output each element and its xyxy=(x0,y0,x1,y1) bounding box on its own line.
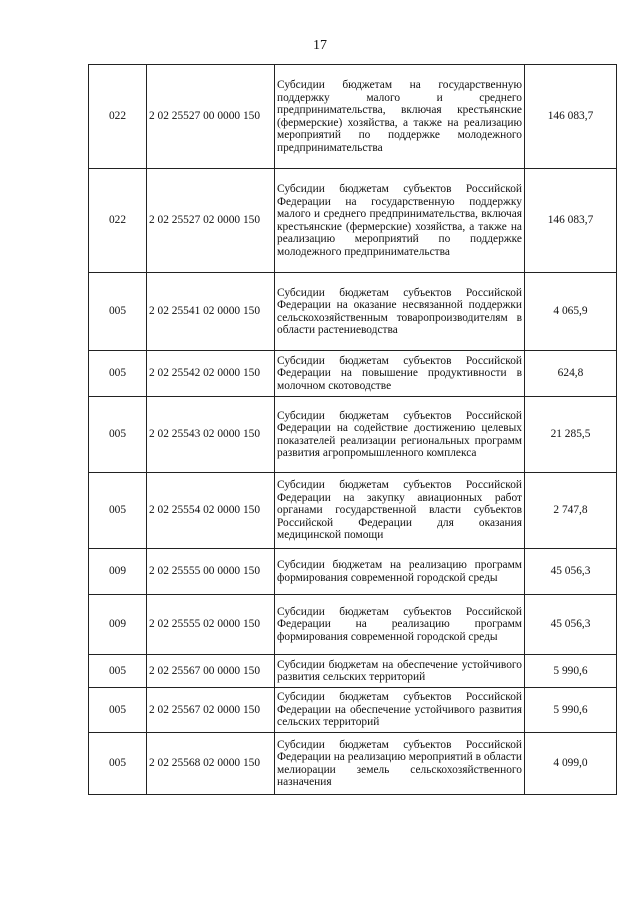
amount-cell: 5 990,6 xyxy=(525,688,617,733)
admin-code-cell: 009 xyxy=(89,595,147,655)
amount-cell: 5 990,6 xyxy=(525,655,617,688)
budget-classification-code-cell: 2 02 25527 00 0000 150 xyxy=(147,65,275,169)
budget-classification-code-cell: 2 02 25555 02 0000 150 xyxy=(147,595,275,655)
revenue-name-cell: Субсидии бюджетам субъектов Российской Федерации на содействие достижению целевых показателей реализации региональных программ развития агропромышленного комплекса xyxy=(275,397,525,473)
budget-classification-code-cell: 2 02 25543 02 0000 150 xyxy=(147,397,275,473)
budget-classification-code-cell: 2 02 25568 02 0000 150 xyxy=(147,733,275,795)
table-row xyxy=(89,688,617,733)
table-row xyxy=(89,595,617,655)
admin-code-cell: 022 xyxy=(89,169,147,273)
admin-code-cell: 005 xyxy=(89,273,147,351)
table-row xyxy=(89,655,617,688)
budget-classification-code-cell: 2 02 25542 02 0000 150 xyxy=(147,351,275,397)
amount-cell: 21 285,5 xyxy=(525,397,617,473)
revenue-name-cell: Субсидии бюджетам на государственную поддержку малого и среднего предпринимательства, включая крестьянские (фермерские) хозяйства, а также на реализацию мероприятий по поддержке молодежного предпринимательства xyxy=(275,65,525,169)
revenue-name-cell: Субсидии бюджетам на обеспечение устойчивого развития сельских территорий xyxy=(275,655,525,688)
table-row xyxy=(89,351,617,397)
admin-code-cell: 005 xyxy=(89,688,147,733)
table-row xyxy=(89,549,617,595)
table-row xyxy=(89,473,617,549)
budget-classification-code-cell: 2 02 25527 02 0000 150 xyxy=(147,169,275,273)
admin-code-cell: 005 xyxy=(89,351,147,397)
admin-code-cell: 009 xyxy=(89,549,147,595)
budget-classification-code-cell: 2 02 25567 00 0000 150 xyxy=(147,655,275,688)
amount-cell: 146 083,7 xyxy=(525,169,617,273)
amount-cell: 45 056,3 xyxy=(525,549,617,595)
revenue-name-cell: Субсидии бюджетам субъектов Российской Федерации на закупку авиационных работ органами государственной власти субъектов Российской Федерации для оказания медицинской помощи xyxy=(275,473,525,549)
budget-revenue-table xyxy=(88,64,617,795)
budget-classification-code-cell: 2 02 25555 00 0000 150 xyxy=(147,549,275,595)
page-number: 17 xyxy=(313,38,327,53)
table-row xyxy=(89,169,617,273)
admin-code-cell: 022 xyxy=(89,65,147,169)
revenue-name-cell: Субсидии бюджетам субъектов Российской Федерации на реализацию программ формирования современной городской среды xyxy=(275,595,525,655)
table-row xyxy=(89,273,617,351)
revenue-name-cell: Субсидии бюджетам субъектов Российской Федерации на реализацию мероприятий в области мелиорации земель сельскохозяйственного назначения xyxy=(275,733,525,795)
amount-cell: 2 747,8 xyxy=(525,473,617,549)
revenue-name-cell: Субсидии бюджетам субъектов Российской Федерации на повышение продуктивности в молочном скотоводстве xyxy=(275,351,525,397)
amount-cell: 45 056,3 xyxy=(525,595,617,655)
amount-cell: 4 099,0 xyxy=(525,733,617,795)
revenue-name-cell: Субсидии бюджетам субъектов Российской Федерации на оказание несвязанной поддержки сельскохозяйственным товаропроизводителям в области растениеводства xyxy=(275,273,525,351)
admin-code-cell: 005 xyxy=(89,397,147,473)
amount-cell: 4 065,9 xyxy=(525,273,617,351)
revenue-name-cell: Субсидии бюджетам субъектов Российской Федерации на государственную поддержку малого и среднего предпринимательства, включая крестьянские (фермерские) хозяйства, а также на реализацию мероприятий по поддержке молодежного предпринимательства xyxy=(275,169,525,273)
table-row xyxy=(89,397,617,473)
amount-cell: 146 083,7 xyxy=(525,65,617,169)
budget-classification-code-cell: 2 02 25567 02 0000 150 xyxy=(147,688,275,733)
budget-classification-code-cell: 2 02 25541 02 0000 150 xyxy=(147,273,275,351)
revenue-name-cell: Субсидии бюджетам субъектов Российской Федерации на обеспечение устойчивого развития сельских территорий xyxy=(275,688,525,733)
revenue-name-cell: Субсидии бюджетам на реализацию программ формирования современной городской среды xyxy=(275,549,525,595)
admin-code-cell: 005 xyxy=(89,655,147,688)
table-row xyxy=(89,65,617,169)
admin-code-cell: 005 xyxy=(89,473,147,549)
admin-code-cell: 005 xyxy=(89,733,147,795)
amount-cell: 624,8 xyxy=(525,351,617,397)
table-row xyxy=(89,733,617,795)
budget-classification-code-cell: 2 02 25554 02 0000 150 xyxy=(147,473,275,549)
